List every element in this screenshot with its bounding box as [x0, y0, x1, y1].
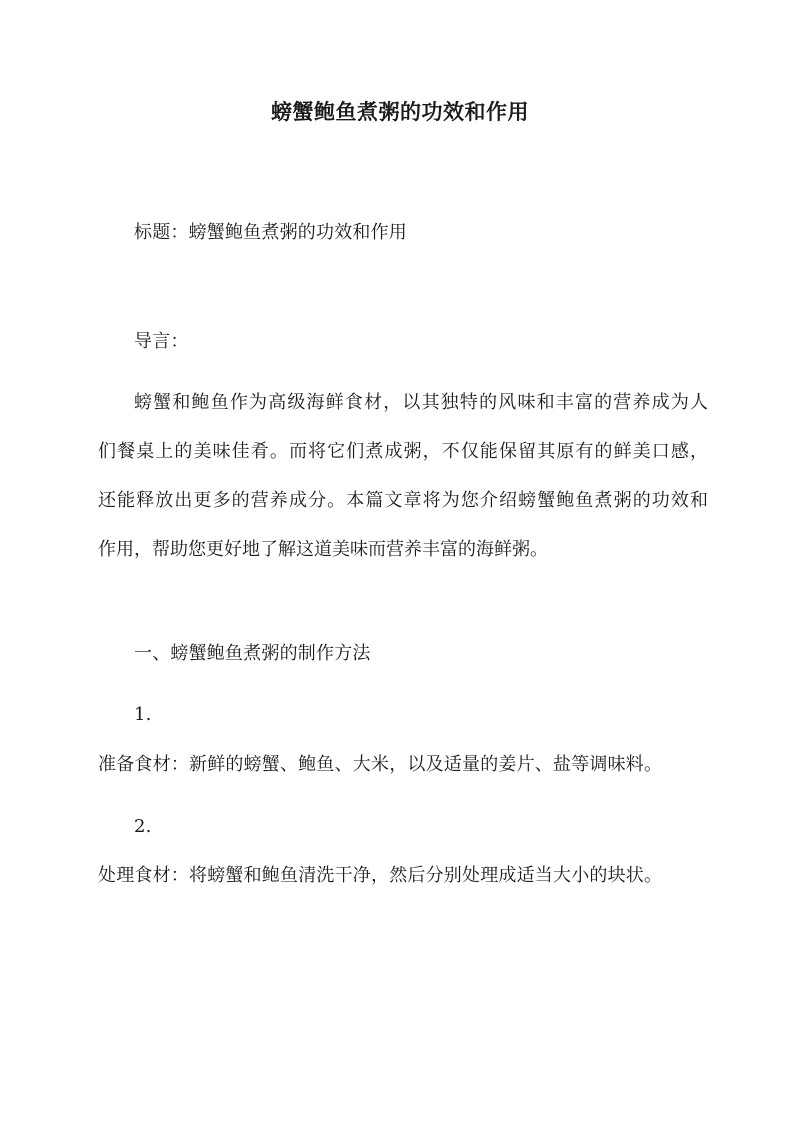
subtitle-line: 标题：螃蟹鲍鱼煮粥的功效和作用 [134, 222, 407, 243]
intro-line-4: 作用，帮助您更好地了解这道美味而营养丰富的海鲜粥。 [98, 539, 548, 560]
step-text: 准备食材：新鲜的螃蟹、鲍鱼、大米，以及适量的姜片、盐等调味料。 [98, 754, 663, 775]
intro-paragraph [98, 378, 708, 574]
step-text: 处理食材：将螃蟹和鲍鱼清洗干净，然后分别处理成适当大小的块状。 [98, 865, 663, 886]
intro-line-3: 还能释放出更多的营养成分。本篇文章将为您介绍螃蟹鲍鱼煮粥的功效和 [98, 490, 708, 511]
intro-line-1: 螃蟹和鲍鱼作为高级海鲜食材，以其独特的风味和丰富的营养成为人 [134, 392, 708, 413]
intro-heading: 导言： [134, 331, 189, 352]
intro-line-2: 们餐桌上的美味佳肴。而将它们煮成粥，不仅能保留其原有的鲜美口感， [98, 441, 708, 462]
section-heading: 一、螃蟹鲍鱼煮粥的制作方法 [134, 643, 371, 664]
step-number: 1. [134, 704, 152, 725]
document-title: 螃蟹鲍鱼煮粥的功效和作用 [271, 99, 529, 124]
step-number: 2. [134, 816, 152, 837]
